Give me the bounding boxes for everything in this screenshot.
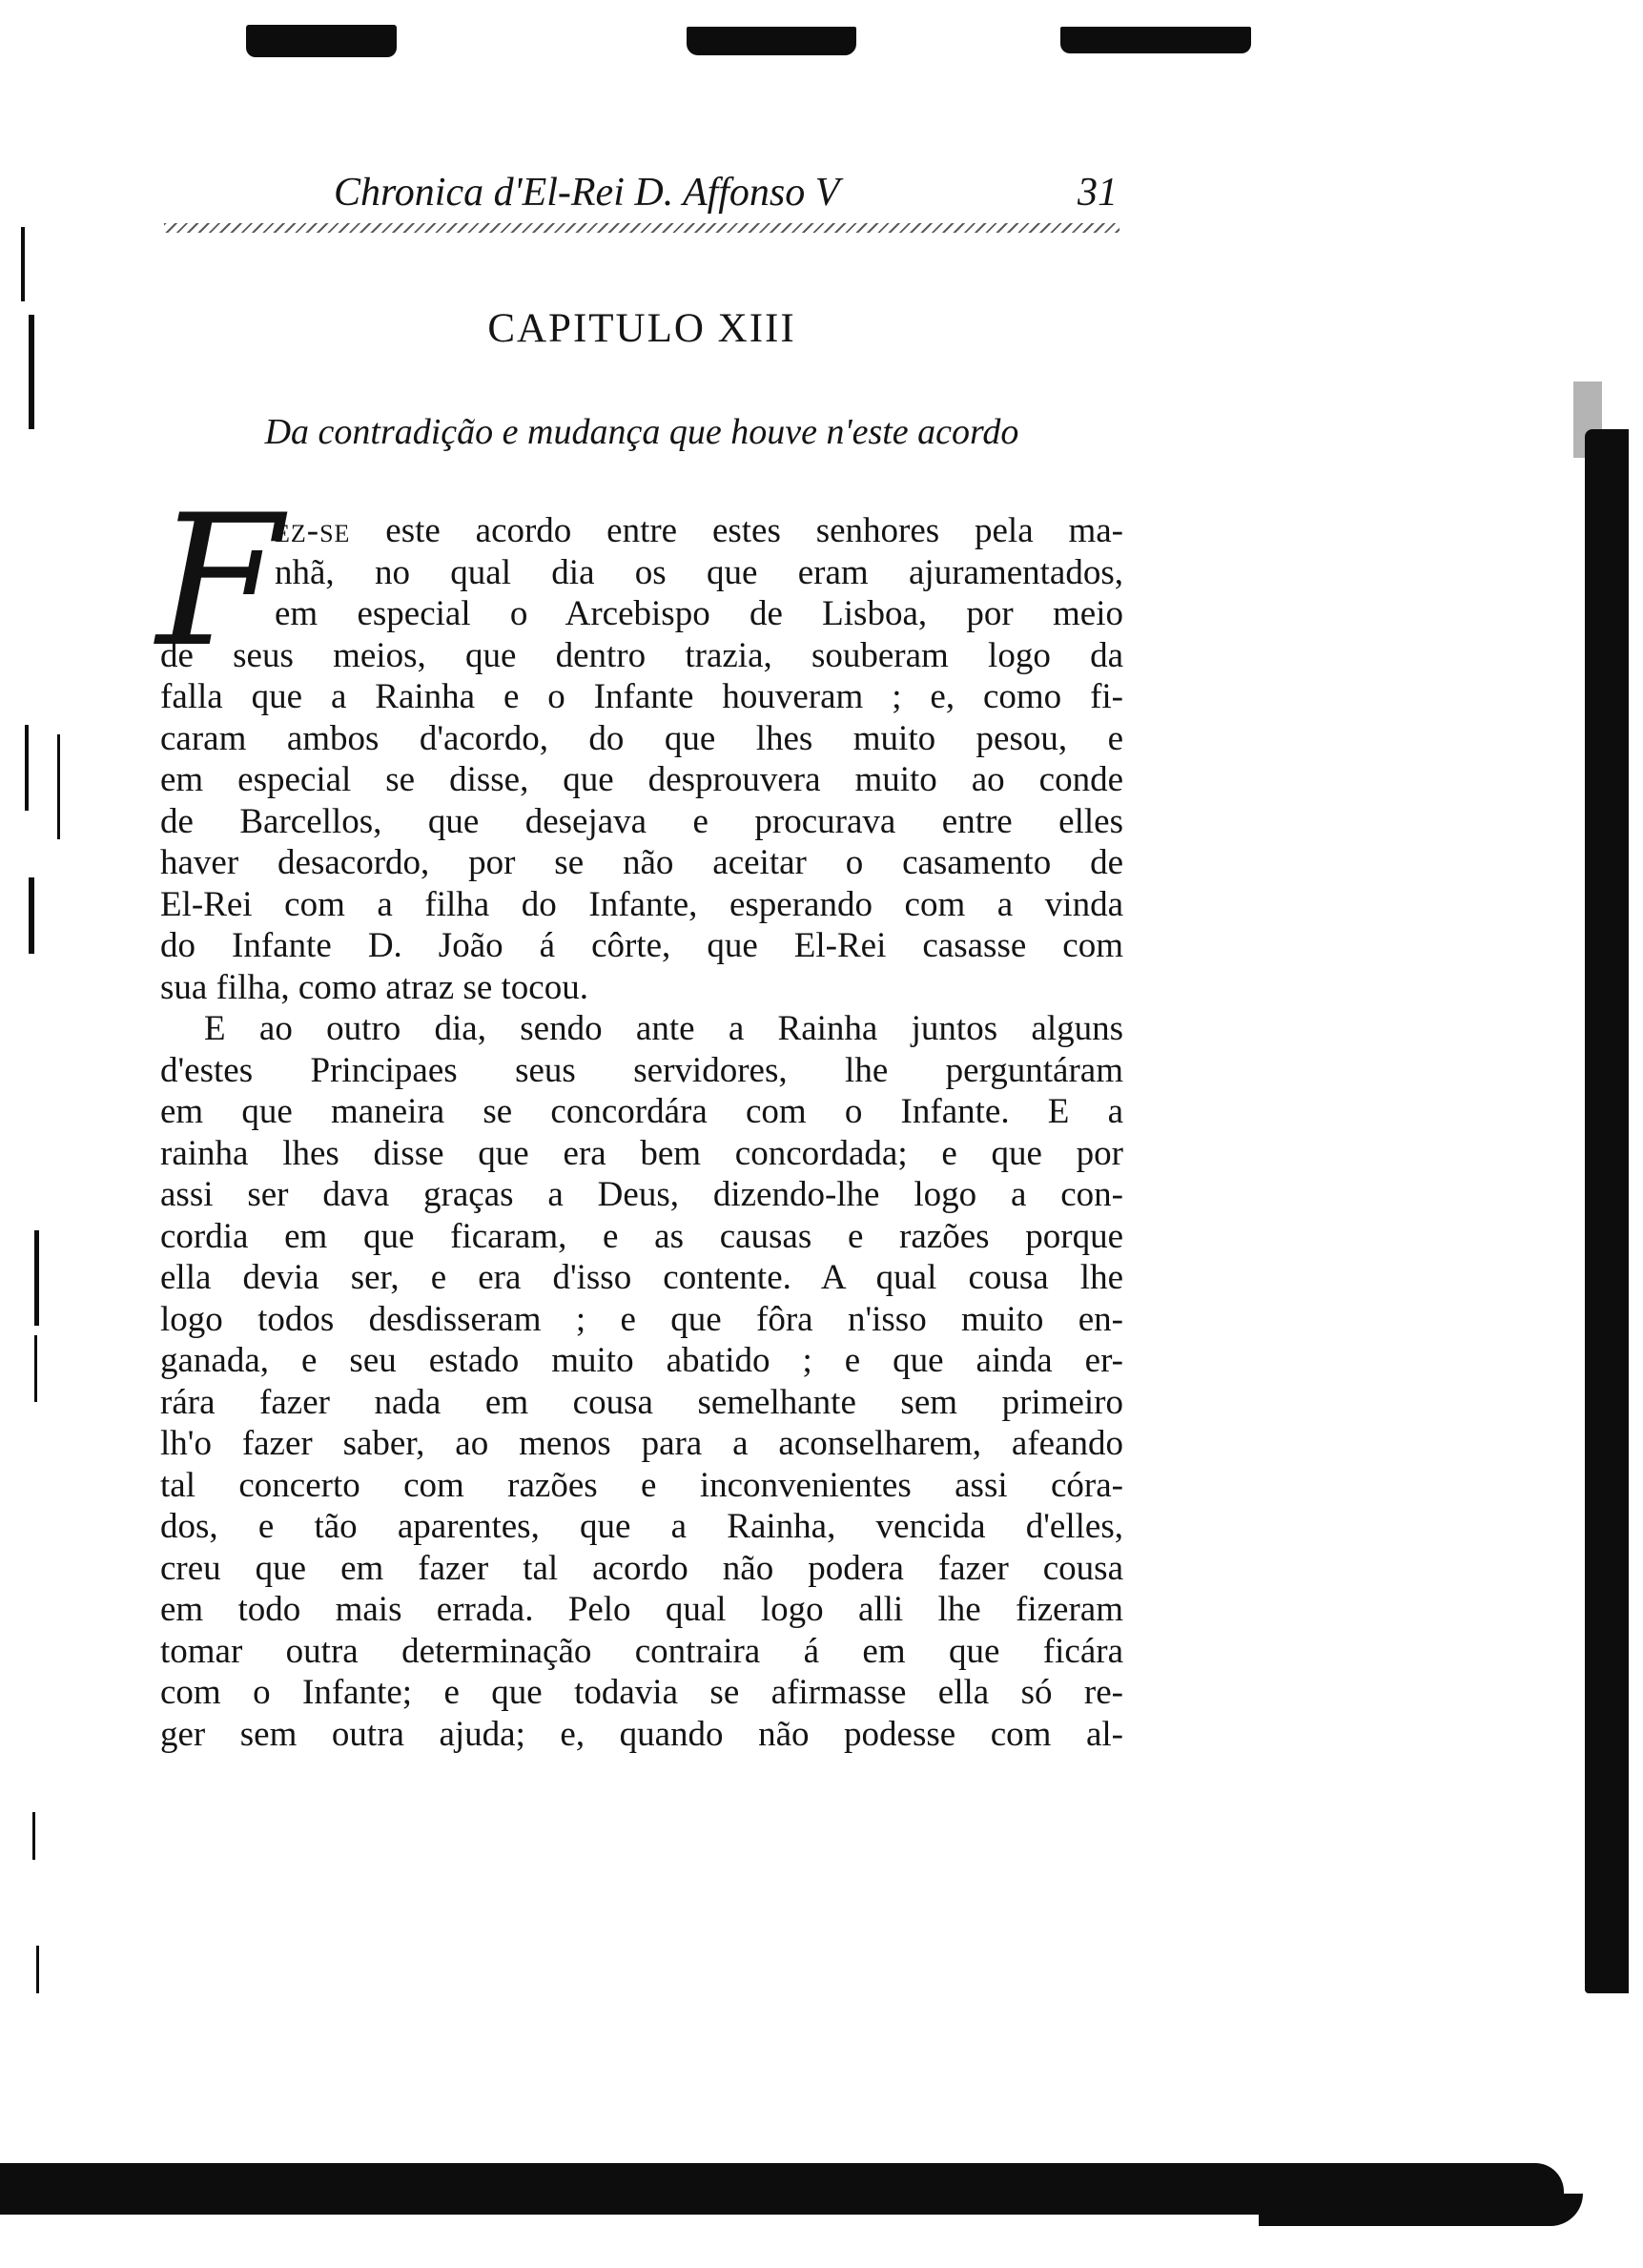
text-line: falla que a Rainha e o Infante houveram ; e, como fi- bbox=[160, 677, 1123, 716]
scan-artifact-left-mark bbox=[29, 877, 34, 954]
scan-artifact-right-edge bbox=[1585, 429, 1629, 1993]
text-line: assi ser dava graças a Deus, dizendo-lhe logo a con- bbox=[160, 1175, 1123, 1214]
chapter-subtitle: Da contradição e mudança que houve n'este acordo bbox=[264, 412, 1019, 452]
scan-artifact-left-mark bbox=[36, 1946, 39, 1993]
text-line: sua filha, como atraz se tocou. bbox=[160, 967, 588, 1007]
text-line: do Infante D. João á côrte, que El-Rei casasse com bbox=[160, 926, 1123, 965]
text-line: creu que em fazer tal acordo não podera fazer cousa bbox=[160, 1548, 1123, 1588]
body-text bbox=[156, 476, 1123, 1755]
text-line: em que maneira se concordára com o Infante. E a bbox=[160, 1092, 1123, 1131]
text-line: em especial o Arcebispo de Lisboa, por meio bbox=[275, 594, 1123, 633]
scan-artifact-top-left bbox=[246, 25, 397, 57]
text-line: ganada, e seu estado muito abatido ; e que ainda er- bbox=[160, 1341, 1123, 1380]
running-title: Chronica d'El-Rei D. Affonso V bbox=[334, 171, 840, 215]
text-line: caram ambos d'acordo, do que lhes muito pesou, e bbox=[160, 718, 1123, 758]
scan-artifact-top-right bbox=[1060, 27, 1251, 53]
scan-artifact-bottom-edge-curl bbox=[1259, 2194, 1583, 2226]
text-line: com o Infante; e que todavia se afirmasse ella só re- bbox=[160, 1673, 1123, 1712]
text-line-content: este acordo entre estes senhores pela ma- bbox=[350, 511, 1123, 550]
text-line: em todo mais errada. Pelo qual logo alli lhe fizeram bbox=[160, 1590, 1123, 1629]
text-line: El-Rei com a filha do Infante, esperando com a vinda bbox=[160, 884, 1123, 924]
scan-artifact-top-center bbox=[687, 27, 856, 55]
drop-cap: F bbox=[156, 476, 282, 687]
text-line: ger sem outra ajuda; e, quando não podesse com al- bbox=[160, 1714, 1123, 1754]
text-line: de Barcellos, que desejava e procurava entre elles bbox=[160, 801, 1123, 841]
text-line: ella devia ser, e era d'isso contente. A qual cousa lhe bbox=[160, 1258, 1123, 1297]
scan-artifact-left-mark bbox=[29, 315, 34, 429]
chapter-title: CAPITULO XIII bbox=[487, 306, 796, 351]
text-line: rainha lhes disse que era bem concordada; e que por bbox=[160, 1133, 1123, 1173]
text-line: tomar outra determinação contraira á em que ficára bbox=[160, 1631, 1123, 1671]
text-line: em especial se disse, que desprouvera muito ao conde bbox=[160, 760, 1123, 799]
text-line: de seus meios, que dentro trazia, souberam logo da bbox=[160, 635, 1123, 675]
text-line: nhã, no qual dia os que eram ajuramentados, bbox=[275, 552, 1123, 592]
text-line: haver desacordo, por se não aceitar o casamento de bbox=[160, 843, 1123, 882]
text-line: logo todos desdisseram ; e que fôra n'isso muito en- bbox=[160, 1299, 1123, 1339]
running-header bbox=[334, 168, 1118, 217]
scan-artifact-left-mark bbox=[25, 725, 29, 811]
text-line bbox=[160, 510, 1123, 552]
text-line: cordia em que ficaram, e as causas e razões porque bbox=[160, 1216, 1123, 1256]
header-rule bbox=[164, 223, 1119, 233]
scan-artifact-left-mark bbox=[34, 1335, 37, 1402]
scan-artifact-left-mark bbox=[34, 1230, 39, 1326]
scan-artifact-left-mark bbox=[32, 1812, 35, 1860]
first-word: ez-se bbox=[275, 511, 351, 550]
text-line: tal concerto com razões e inconvenientes assi córa- bbox=[160, 1465, 1123, 1505]
text-line: rára fazer nada em cousa semelhante sem primeiro bbox=[160, 1382, 1123, 1422]
text-line: dos, e tão aparentes, que a Rainha, vencida d'elles, bbox=[160, 1507, 1123, 1546]
scan-artifact-left-mark bbox=[21, 227, 25, 301]
scan-artifact-left-mark bbox=[57, 734, 60, 839]
text-line: E ao outro dia, sendo ante a Rainha juntos alguns bbox=[204, 1009, 1123, 1048]
text-line: d'estes Principaes seus servidores, lhe perguntáram bbox=[160, 1050, 1123, 1090]
text-line: lh'o fazer saber, ao menos para a aconselharem, afeando bbox=[160, 1424, 1123, 1463]
page-number: 31 bbox=[1078, 171, 1118, 215]
